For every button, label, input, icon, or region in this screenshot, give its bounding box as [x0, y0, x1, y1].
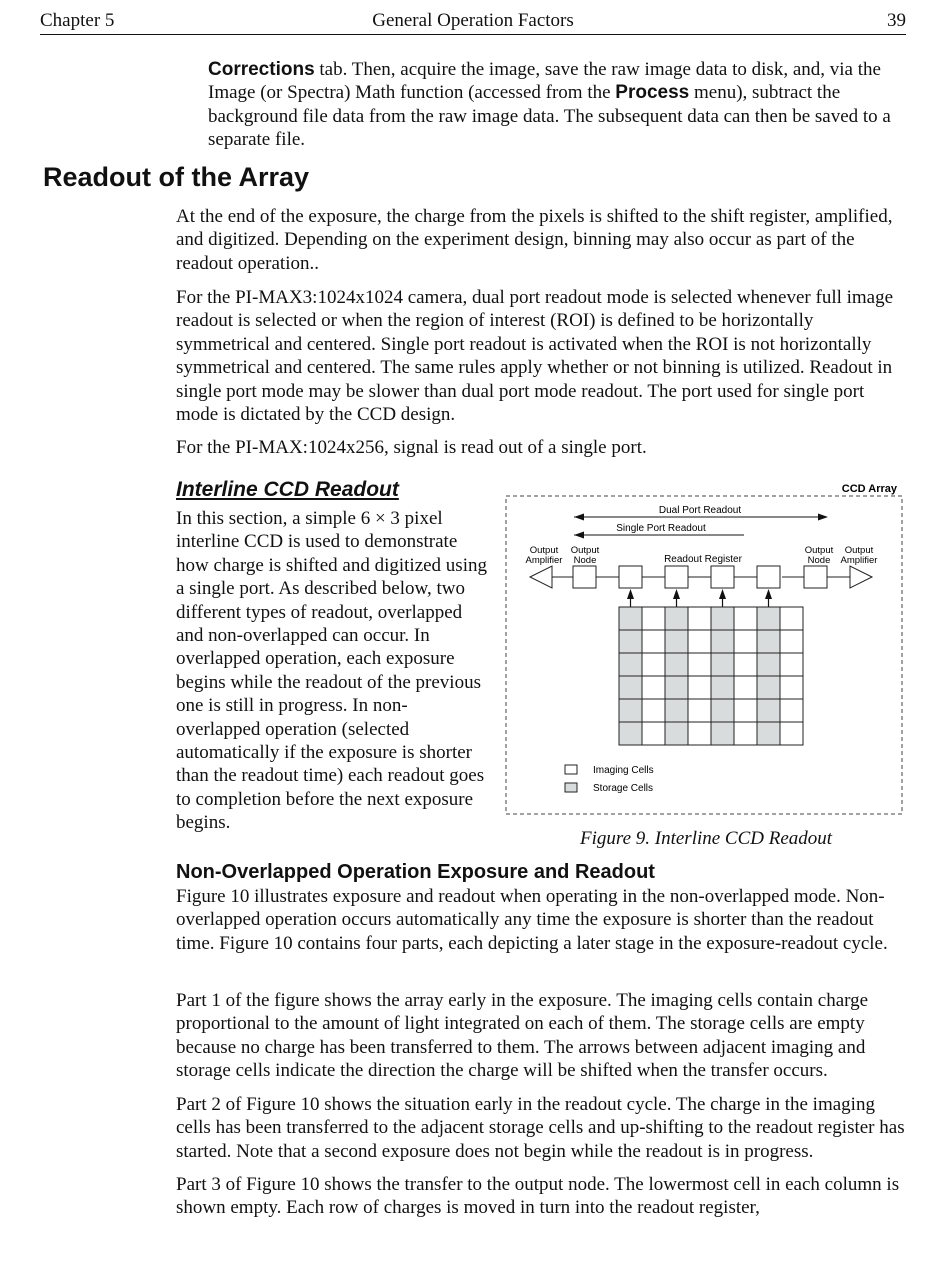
- interline-paragraph: In this section, a simple 6 × 3 pixel interline CCD is used to demonstrate how charge is shifted and digitized using a single port. As described below, two different types of readout, overlapped and non-overlapped can occur. In overlapped operation, each exposure begins while the readout of the previous one is still in progress. In non-overlapped operation (selected automatically if the exposure is shorter than the readout time) each readout goes to completion before the next exposure begins.: [176, 508, 487, 834]
- shift-arrow-head: [627, 589, 634, 599]
- storage-cell: [619, 607, 642, 630]
- imaging-cell: [780, 630, 803, 653]
- imaging-cell: [780, 607, 803, 630]
- imaging-cell: [688, 699, 711, 722]
- imaging-cell: [780, 676, 803, 699]
- section-paragraph-2: For the PI-MAX3:1024x1024 camera, dual port readout mode is selected whenever full image readout is selected or when the region of interest (ROI) is defined to be horizontally symmetrical and centered. Single port readout is activated when the ROI is not horizontally symmetrical and centered. The same rules apply whether or not binning is utilized. Readout in single port mode may be slower than dual port mode readout. The port used for single port mode is dictated by the CCD design.: [176, 287, 894, 426]
- storage-cell: [711, 607, 734, 630]
- readout-register-cells: [619, 566, 780, 588]
- right-output-node: [804, 566, 827, 588]
- nonoverlap-heading: Non-Overlapped Operation Exposure and Readout: [176, 861, 655, 883]
- dual-port-label: Dual Port Readout: [658, 505, 742, 516]
- imaging-cell: [734, 653, 757, 676]
- nonoverlap-paragraph-4: Part 3 of Figure 10 shows the transfer to the output node. The lowermost cell in each column is shown empty. Each row of charges is moved in turn into the readout register,: [176, 1174, 900, 1219]
- imaging-cell: [642, 630, 665, 653]
- storage-cell: [619, 653, 642, 676]
- left-output-node-label-2: Node: [573, 555, 597, 566]
- ccd-array-label: CCD Array: [841, 483, 897, 495]
- storage-cell: [665, 699, 688, 722]
- section-paragraph-1: At the end of the exposure, the charge from the pixels is shifted to the shift register, amplified, and digitized. Depending on the experiment design, binning may also occur as part of the readout operation..: [176, 206, 893, 274]
- imaging-cell: [688, 630, 711, 653]
- intro-text-2: menu), subtract the background file data from the raw image data. The subsequent data can then be saved to a separate file.: [208, 82, 891, 151]
- storage-cell: [619, 699, 642, 722]
- storage-cell: [757, 722, 780, 745]
- storage-cell: [665, 607, 688, 630]
- corrections-term: Corrections: [208, 59, 315, 80]
- storage-cell: [711, 722, 734, 745]
- nonoverlap-paragraph-2: Part 1 of the figure shows the array early in the exposure. The imaging cells contain charge proportional to the amount of light integrated on each of them. The storage cells are empty because no charge has been transferred to them. The arrows between adjacent imaging and storage cells indicate the direction the charge will be shifted when the transfer occurs.: [176, 990, 869, 1082]
- single-port-arrow-head: [574, 532, 584, 539]
- readout-register-label: Readout Register: [664, 554, 742, 565]
- storage-cell: [665, 630, 688, 653]
- shift-arrows: [627, 589, 772, 607]
- legend-imaging-label: Imaging Cells: [593, 765, 654, 776]
- nonoverlap-paragraph-1: Figure 10 illustrates exposure and readout when operating in the non-overlapped mode. Non-overlapped operation occurs automatically any time the exposure is shorter than the readout time. Figure 10 contains four parts, each depicting a later stage in the exposure-readout cycle.: [176, 886, 888, 954]
- left-output-node-label-1: Output: [570, 545, 600, 556]
- dual-port-arrow-left: [574, 514, 584, 521]
- register-cell: [711, 566, 734, 588]
- single-port-label: Single Port Readout: [616, 523, 706, 534]
- left-output-label: Output: [529, 545, 559, 556]
- ccd-diagram: [504, 480, 904, 816]
- interline-ccd-figure: [504, 480, 904, 816]
- pixel-grid: [619, 607, 803, 745]
- imaging-cell: [642, 607, 665, 630]
- storage-cell: [619, 676, 642, 699]
- legend-storage-label: Storage Cells: [593, 783, 654, 794]
- imaging-cell: [780, 722, 803, 745]
- section-heading: Readout of the Array: [43, 162, 310, 192]
- imaging-cell: [688, 607, 711, 630]
- page-number: 39: [887, 10, 906, 31]
- imaging-cell: [688, 676, 711, 699]
- dual-port-arrow-right: [818, 514, 828, 521]
- shift-arrow-head: [673, 589, 680, 599]
- intro-text-1: tab. Then, acquire the image, save the raw image data to disk, and, via the Image (or Spectra) Math function (accessed from the: [208, 59, 881, 104]
- storage-cell: [619, 722, 642, 745]
- right-output-node-label-1: Output: [804, 545, 834, 556]
- storage-cell: [711, 630, 734, 653]
- nonoverlap-paragraph-3: Part 2 of Figure 10 shows the situation early in the readout cycle. The charge in the imaging cells has been transferred to the adjacent storage cells and up-shifting to the readout register has started. Note that a second exposure does not begin while the readout is in progress.: [176, 1094, 905, 1162]
- imaging-cell: [642, 653, 665, 676]
- imaging-cell: [642, 722, 665, 745]
- imaging-cell: [780, 699, 803, 722]
- imaging-cell: [688, 722, 711, 745]
- interline-heading: Interline CCD Readout: [176, 478, 399, 501]
- intro-paragraph: [208, 58, 908, 152]
- right-amplifier-symbol: [850, 566, 872, 588]
- chapter-label: Chapter 5: [40, 10, 115, 31]
- left-amplifier-symbol: [530, 566, 552, 588]
- storage-cell: [665, 653, 688, 676]
- figure-caption: Figure 9. Interline CCD Readout: [580, 828, 833, 849]
- imaging-cell: [734, 676, 757, 699]
- storage-cell: [665, 676, 688, 699]
- left-amplifier-label: Amplifier: [525, 555, 563, 566]
- shift-arrow-head: [765, 589, 772, 599]
- legend-imaging-swatch: [565, 765, 577, 774]
- imaging-cell: [734, 630, 757, 653]
- right-amplifier-label: Amplifier: [840, 555, 878, 566]
- storage-cell: [757, 630, 780, 653]
- imaging-cell: [734, 607, 757, 630]
- imaging-cell: [642, 676, 665, 699]
- storage-cell: [665, 722, 688, 745]
- storage-cell: [757, 607, 780, 630]
- storage-cell: [757, 699, 780, 722]
- chapter-title: General Operation Factors: [372, 10, 574, 31]
- right-output-label: Output: [844, 545, 874, 556]
- storage-cell: [757, 676, 780, 699]
- imaging-cell: [780, 653, 803, 676]
- storage-cell: [711, 653, 734, 676]
- storage-cell: [757, 653, 780, 676]
- storage-cell: [619, 630, 642, 653]
- storage-cell: [711, 676, 734, 699]
- storage-cell: [711, 699, 734, 722]
- legend-storage-swatch: [565, 783, 577, 792]
- page-header: [40, 6, 906, 35]
- shift-arrow-head: [719, 589, 726, 599]
- left-output-node: [573, 566, 596, 588]
- imaging-cell: [734, 722, 757, 745]
- section-paragraph-3: For the PI-MAX:1024x256, signal is read out of a single port.: [176, 437, 647, 458]
- imaging-cell: [642, 699, 665, 722]
- right-output-node-label-2: Node: [807, 555, 831, 566]
- register-cell: [619, 566, 642, 588]
- register-cell: [665, 566, 688, 588]
- process-term: Process: [615, 82, 690, 104]
- register-cell: [757, 566, 780, 588]
- imaging-cell: [734, 699, 757, 722]
- imaging-cell: [688, 653, 711, 676]
